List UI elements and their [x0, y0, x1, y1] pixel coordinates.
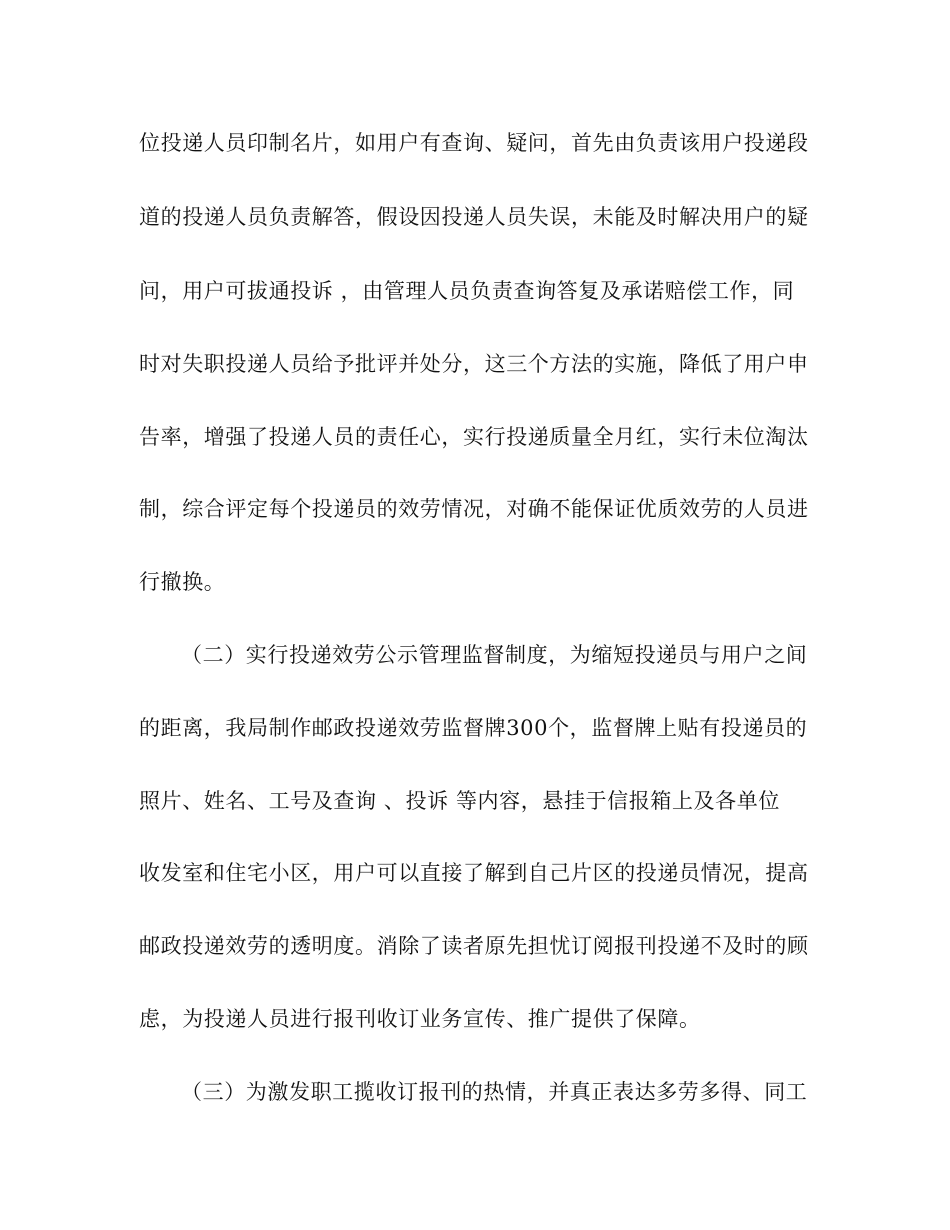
paragraph-start-line: （二）实行投递效劳公示管理监督制度，为缩短投递员与用户之间 [181, 643, 808, 667]
text-line: 照片、姓名、工号及查询 、投诉 等内容，悬挂于信报箱上及各单位 [139, 789, 780, 813]
text-line: 虑，为投递人员进行报刊收订业务宣传、推广提供了保障。 [139, 1007, 701, 1031]
text-line: 问，用户可拔通投诉 ，由管理人员负责查询答复及承诺赔偿工作，同 [139, 279, 795, 303]
text-line: 收发室和住宅小区，用户可以直接了解到自己片区的投递员情况，提高 [139, 861, 809, 885]
text-line: 时对失职投递人员给予批评并处分，这三个方法的实施，降低了用户申 [139, 352, 809, 376]
text-line: 的距离，我局制作邮政投递效劳监督牌300个，监督牌上贴有投递员的 [139, 716, 808, 740]
text-line: 制，综合评定每个投递员的效劳情况，对确不能保证优质效劳的人员进 [139, 497, 809, 521]
text-line: 位投递人员印制名片，如用户有查询、疑问，首先由负责该用户投递段 [139, 131, 809, 155]
text-line: 道的投递人员负责解答，假设因投递人员失误，未能及时解决用户的疑 [139, 205, 809, 229]
text-line: 告率，增强了投递人员的责任心，实行投递质量全月红，实行未位淘汰 [139, 425, 809, 449]
text-line: 邮政投递效劳的透明度。消除了读者原先担忧订阅报刊投递不及时的顾 [139, 934, 809, 958]
paragraph-start-line: （三）为激发职工揽收订报刊的热情，并真正表达多劳多得、同工 [181, 1080, 808, 1104]
text-line: 行撤换。 [139, 570, 226, 594]
